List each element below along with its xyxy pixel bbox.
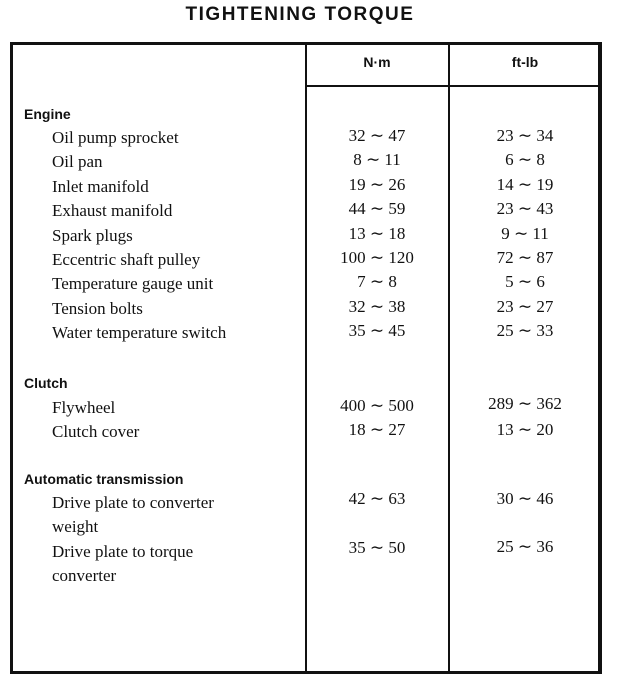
value-ftlb: 13 ∼ 20 [496, 420, 554, 439]
row-label: Temperature gauge unit [52, 274, 214, 293]
value-nm: 7 ∼ 8 [357, 272, 397, 291]
row-label: Eccentric shaft pulley [52, 250, 201, 269]
row-label: Spark plugs [52, 226, 133, 245]
value-ftlb: 5 ∼ 6 [505, 272, 545, 291]
value-nm: 32 ∼ 38 [348, 297, 406, 316]
row-label: Water temperature switch [52, 323, 227, 342]
value-nm: 18 ∼ 27 [348, 420, 406, 439]
row-label: Inlet manifold [52, 177, 149, 196]
value-ftlb: 23 ∼ 43 [496, 199, 554, 218]
value-nm: 19 ∼ 26 [348, 175, 406, 194]
value-ftlb: 289 ∼ 362 [488, 394, 562, 413]
value-ftlb: 30 ∼ 46 [496, 489, 554, 508]
value-nm: 100 ∼ 120 [340, 248, 414, 267]
row-label-continuation: weight [52, 517, 99, 536]
value-nm: 13 ∼ 18 [348, 224, 406, 243]
value-ftlb: 9 ∼ 11 [501, 224, 549, 243]
value-ftlb: 23 ∼ 34 [496, 126, 554, 145]
row-label: Drive plate to torque [52, 542, 194, 561]
column-header-nm: N·m [363, 54, 391, 70]
row-label-continuation: converter [52, 566, 117, 585]
value-nm: 35 ∼ 45 [348, 321, 406, 340]
section-heading: Clutch [24, 375, 68, 391]
header-divider [305, 85, 602, 87]
value-nm: 42 ∼ 63 [348, 489, 406, 508]
column-header-ftlb: ft-lb [511, 54, 539, 70]
value-nm: 35 ∼ 50 [348, 538, 406, 557]
row-label: Drive plate to converter [52, 493, 214, 512]
value-ftlb: 72 ∼ 87 [496, 248, 554, 267]
section-heading: Engine [24, 106, 71, 122]
value-ftlb: 23 ∼ 27 [496, 297, 554, 316]
value-nm: 400 ∼ 500 [340, 396, 414, 415]
value-nm: 32 ∼ 47 [348, 126, 406, 145]
row-label: Oil pump sprocket [52, 128, 179, 147]
section-heading: Automatic transmission [24, 471, 184, 487]
value-ftlb: 14 ∼ 19 [496, 175, 554, 194]
value-nm: 8 ∼ 11 [353, 150, 401, 169]
row-label: Flywheel [52, 398, 116, 417]
row-label: Tension bolts [52, 299, 143, 318]
row-label: Clutch cover [52, 422, 140, 441]
value-nm: 44 ∼ 59 [348, 199, 406, 218]
value-ftlb: 25 ∼ 36 [496, 537, 554, 556]
value-ftlb: 25 ∼ 33 [496, 321, 554, 340]
value-ftlb: 6 ∼ 8 [505, 150, 545, 169]
page-title: TIGHTENING TORQUE [185, 4, 415, 25]
row-label: Exhaust manifold [52, 201, 173, 220]
row-label: Oil pan [52, 152, 103, 171]
